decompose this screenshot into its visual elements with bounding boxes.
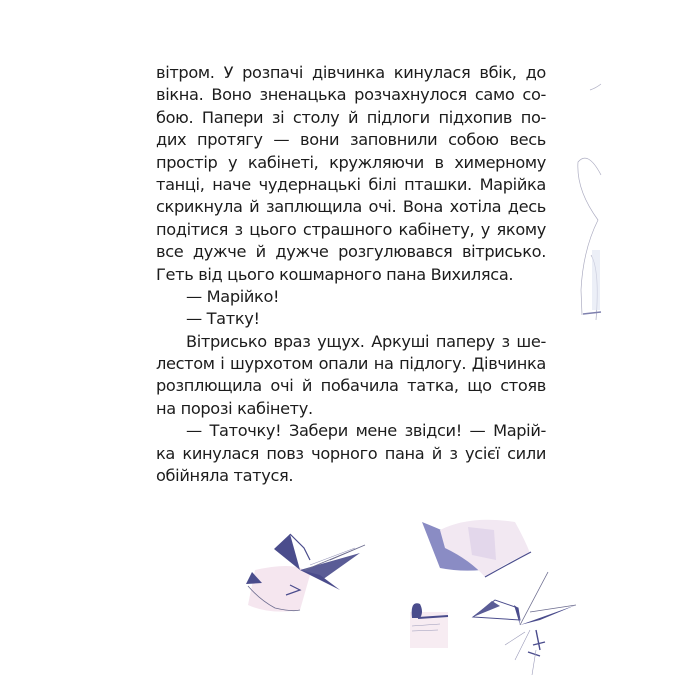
sketch-lines-right-margin [578,84,601,320]
origami-crane-left [246,534,365,612]
text-line: танці, наче чудернацькі білі пташки. Марійка [156,174,546,194]
dialogue-line: — Марійко! [186,286,280,306]
text-line: лестом і шурхотом опали на підлогу. Дівчинка [156,354,546,374]
story-text [156,62,546,487]
text-line: бою. Папери зі столу й підлоги підхопив по- [156,107,546,127]
dialogue-line: — Татку! [186,309,260,329]
text-line: вітром. У розпачі дівчинка кинулася вбік, до [156,63,546,82]
text-line: Геть від цього кошмарного пана Вихиляса. [156,264,514,284]
text-line: простір у кабінеті, кружляючи в химерному [156,152,546,172]
text-line: ка кинулася повз чорного пана й з усієї сили [156,443,546,463]
curled-paper-scrap [410,603,448,648]
text-line: Вітрисько враз ущух. Аркуші паперу з ше- [186,331,546,351]
dialogue-line: — Таточку! Забери мене звідси! — Марій- [186,421,546,441]
text-line: розплющила очі й побачила татка, що стояв [156,376,546,396]
text-line: вікна. Воно зненацька розчахнулося само со- [156,85,546,105]
text-line: подітися з цього страшного кабінету, у якому [156,219,546,239]
text-line: все дужче й дужче розгулювався вітрисько. [156,242,546,262]
text-line: на порозі кабінету. [156,398,313,418]
text-line: обійняла татуся. [156,466,294,486]
text-line: скрикнула й заплющила очі. Вона хотіла десь [156,197,546,217]
text-line: дих протягу — вони заповнили собою весь [156,130,546,150]
origami-crane-right [473,572,576,675]
flying-paper-sheet [422,520,531,577]
